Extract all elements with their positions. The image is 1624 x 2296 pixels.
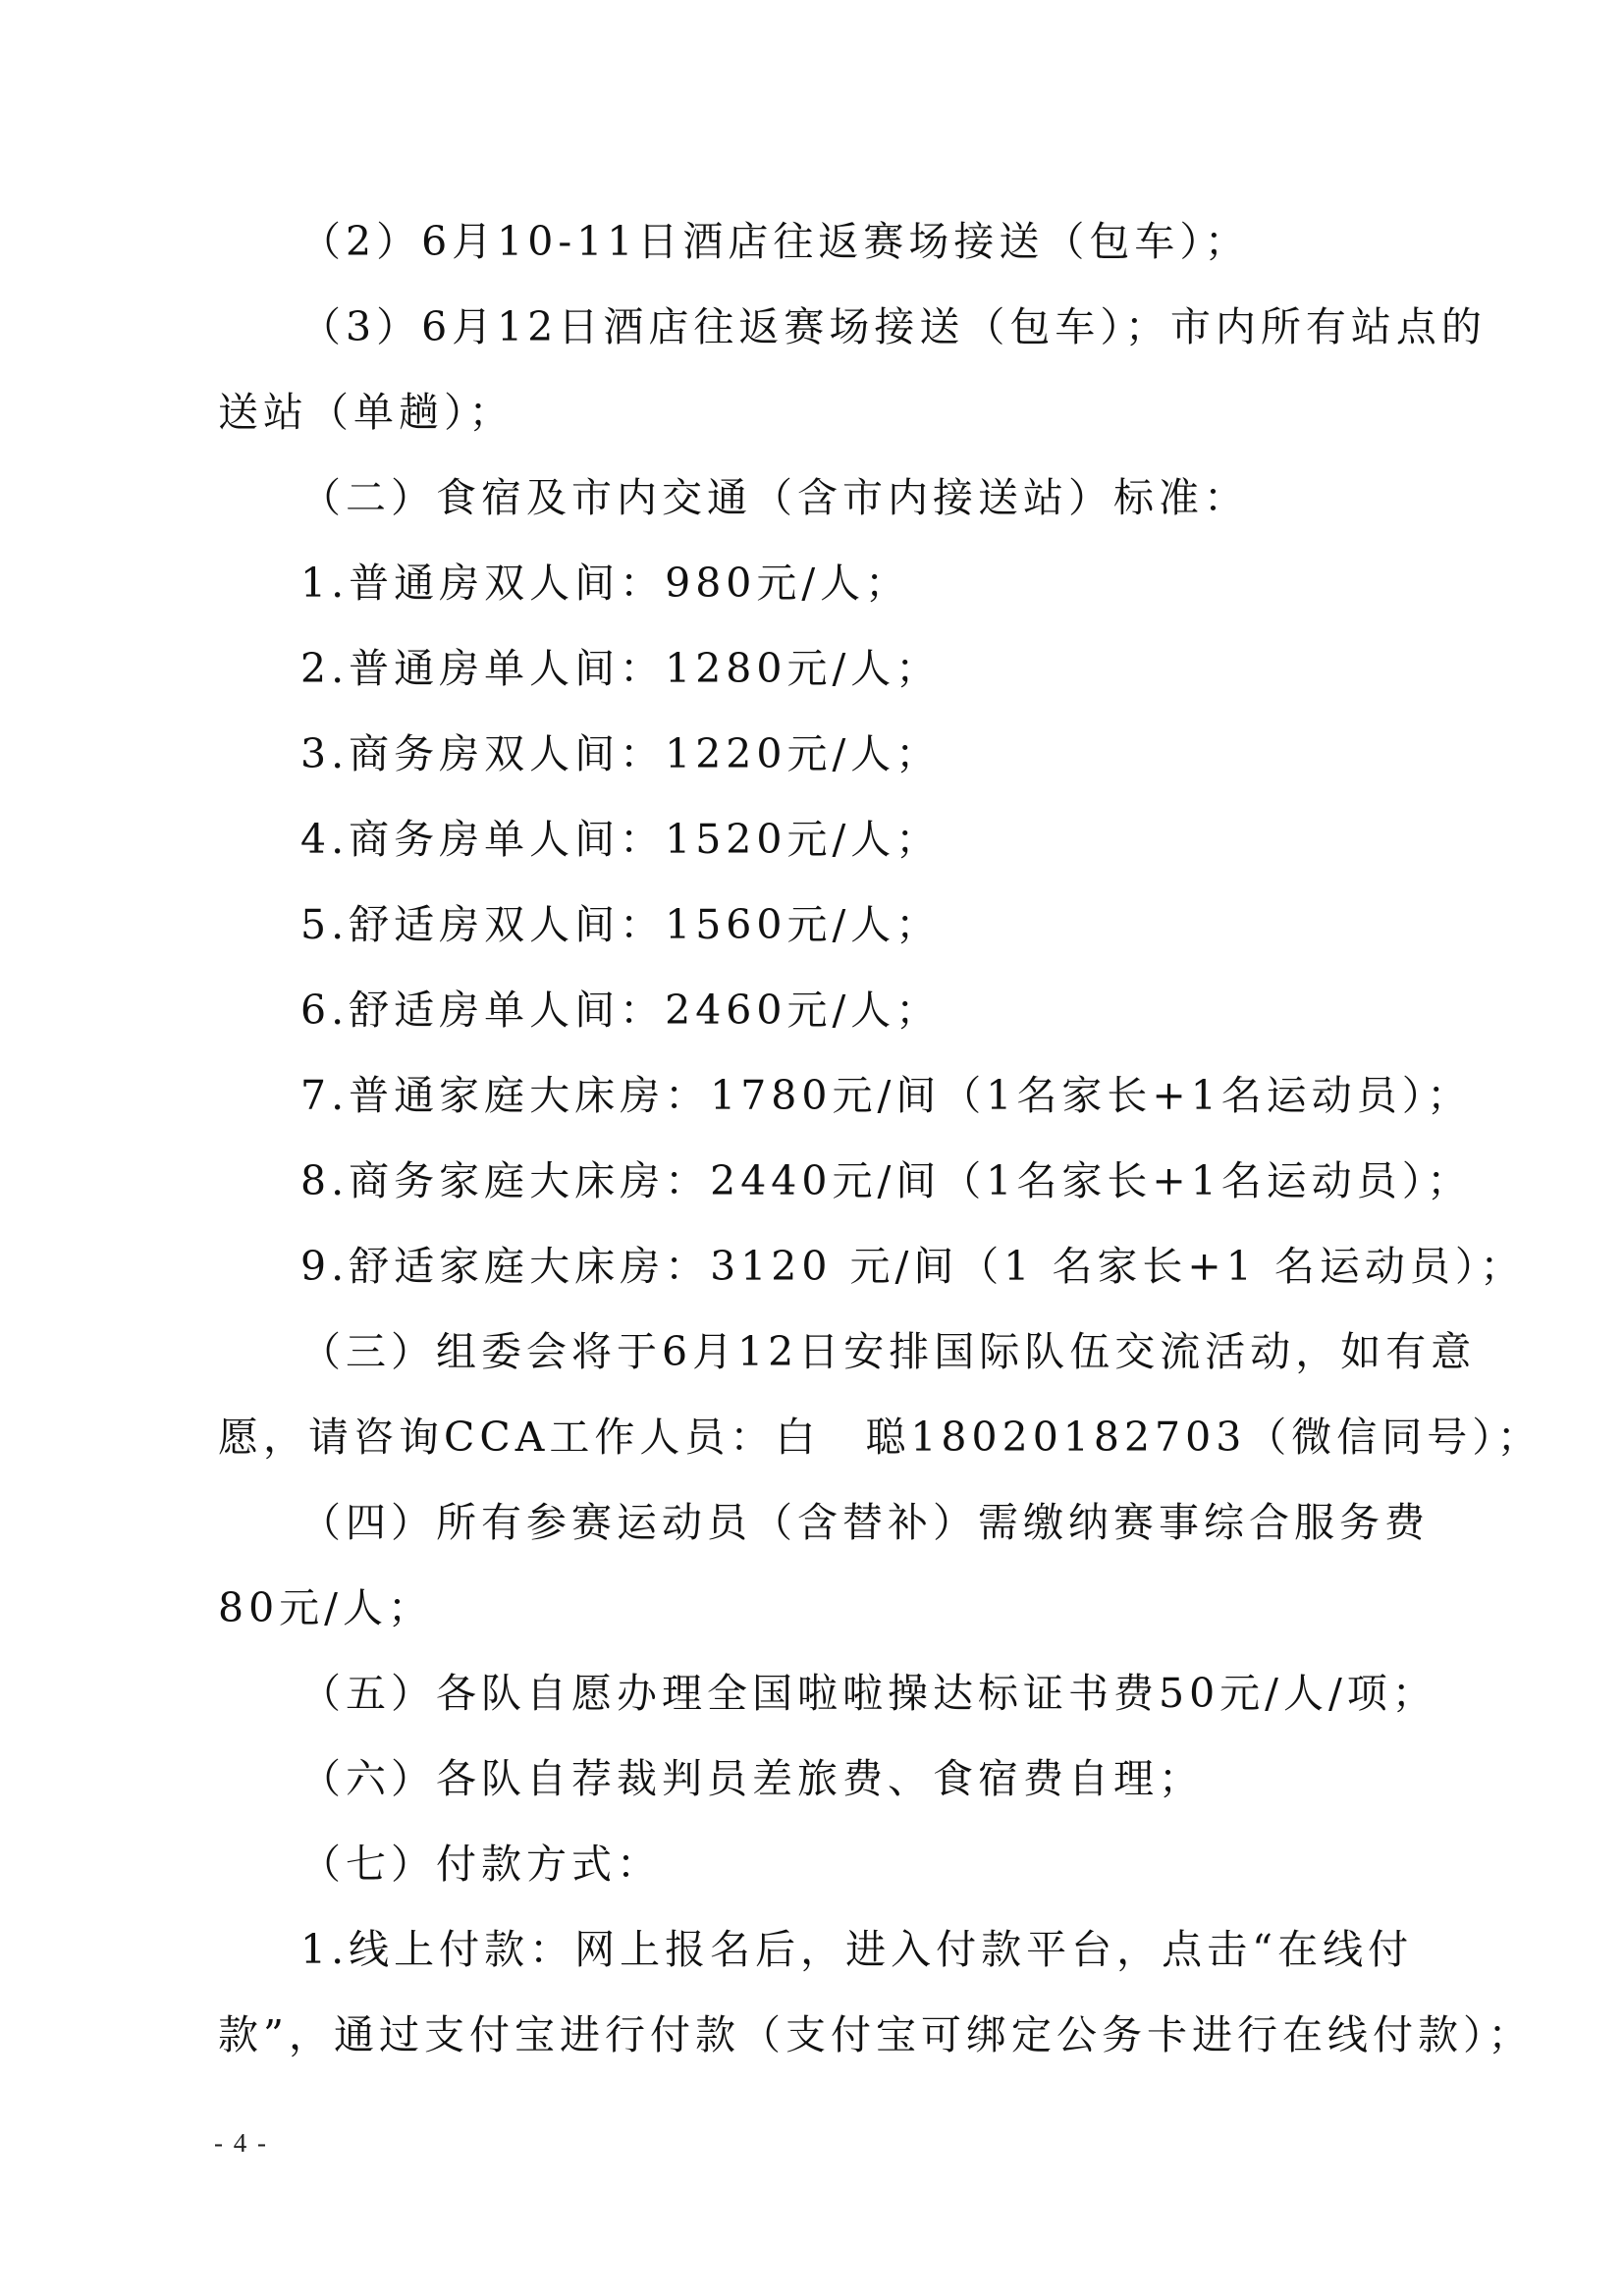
list-item-standard-single: 2.普通房单人间：1280元/人； bbox=[300, 645, 942, 692]
list-item-standard-family: 7.普通家庭大床房：1780元/间（1名家长+1名运动员）； bbox=[300, 1072, 1473, 1119]
section-heading-service-fee: （四）所有参赛运动员（含替补）需缴纳赛事综合服务费 bbox=[300, 1499, 1430, 1546]
paragraph-exchange-activity-contact: 愿，请咨询CCA工作人员：白 聪18020182703（微信同号）； bbox=[218, 1414, 1543, 1461]
paragraph-transfer-june-10-11: （2）6月10-11日酒店往返赛场接送（包车）； bbox=[300, 218, 1250, 265]
section-heading-certificate-fee: （五）各队自愿办理全国啦啦操达标证书费50元/人/项； bbox=[300, 1670, 1437, 1717]
list-item-comfort-double: 5.舒适房双人间：1560元/人； bbox=[300, 901, 942, 948]
page-number: - 4 - bbox=[214, 2128, 268, 2158]
list-item-standard-double: 1.普通房双人间：980元/人； bbox=[300, 560, 911, 607]
paragraph-transfer-june-12: （3）6月12日酒店往返赛场接送（包车）；市内所有站点的 bbox=[300, 303, 1487, 350]
list-item-comfort-family: 9.舒适家庭大床房：3120 元/间（1 名家长+1 名运动员）； bbox=[300, 1243, 1526, 1290]
list-item-business-single: 4.商务房单人间：1520元/人； bbox=[300, 816, 942, 863]
paragraph-service-fee-amount: 80元/人； bbox=[218, 1584, 433, 1631]
section-heading-exchange-activity: （三）组委会将于6月12日安排国际队伍交流活动，如有意 bbox=[300, 1328, 1477, 1375]
paragraph-transfer-june-12-cont: 送站（单趟）； bbox=[218, 389, 514, 436]
list-item-business-family: 8.商务家庭大床房：2440元/间（1名家长+1名运动员）； bbox=[300, 1157, 1473, 1204]
list-item-business-double: 3.商务房双人间：1220元/人； bbox=[300, 730, 942, 777]
section-heading-payment-method: （七）付款方式： bbox=[300, 1841, 662, 1888]
list-item-online-payment: 1.线上付款：网上报名后，进入付款平台，点击“在线付 bbox=[300, 1926, 1414, 1973]
section-heading-referee-expenses: （六）各队自荐裁判员差旅费、食宿费自理； bbox=[300, 1755, 1204, 1802]
list-item-online-payment-cont: 款”，通过支付宝进行付款（支付宝可绑定公务卡进行在线付款）； bbox=[218, 2011, 1534, 2058]
list-item-comfort-single: 6.舒适房单人间：2460元/人； bbox=[300, 987, 942, 1034]
document-body bbox=[218, 199, 1543, 2078]
section-heading-accommodation-standard: （二）食宿及市内交通（含市内接送站）标准： bbox=[300, 474, 1249, 521]
